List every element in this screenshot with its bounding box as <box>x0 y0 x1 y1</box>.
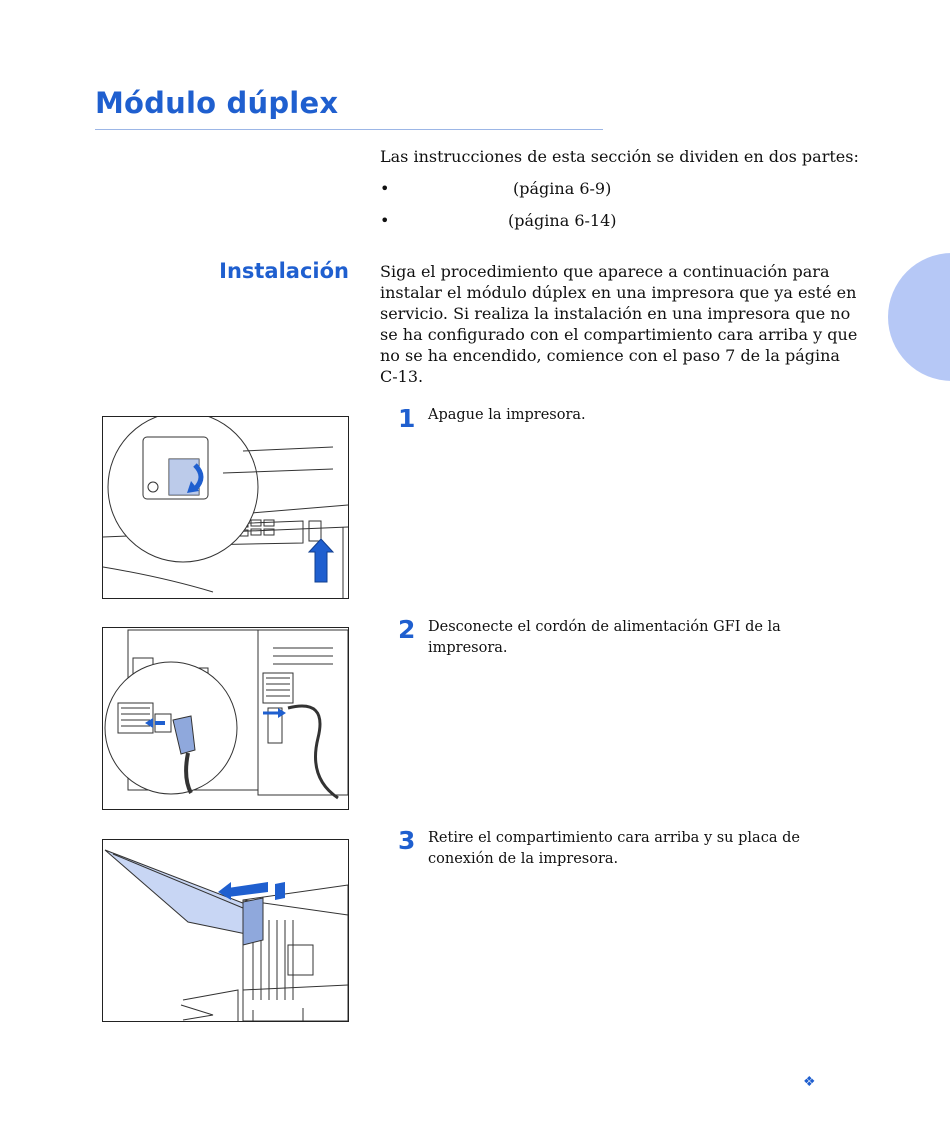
bullet-symbol: • <box>380 179 390 198</box>
step-text: Retire el compartimiento cara arriba y su placa de conexión de la impresora. <box>428 830 800 867</box>
chapter-tab <box>888 253 950 381</box>
power-cord-illustration <box>103 628 348 809</box>
figure-face-up-tray <box>102 839 349 1022</box>
footer-diamond-icon: ❖ <box>803 1074 816 1090</box>
figure-power-cord <box>102 627 349 810</box>
step-number: 2 <box>398 615 416 644</box>
step-text: Desconecte el cordón de alimentación GFI de la impresora. <box>428 619 781 656</box>
page-reference: (página 6-14) <box>508 211 617 230</box>
title-rule <box>95 129 603 130</box>
figure-power-switch <box>102 416 349 599</box>
page-reference: (página 6-9) <box>513 179 612 198</box>
face-up-tray-illustration <box>103 840 348 1021</box>
power-switch-illustration <box>103 417 348 598</box>
page-title: Módulo dúplex <box>95 86 339 120</box>
step-number: 3 <box>398 826 416 855</box>
intro-paragraph: Las instrucciones de esta sección se dividen en dos partes: <box>380 147 859 166</box>
bullet-symbol: • <box>380 211 390 230</box>
section-body: Siga el procedimiento que aparece a continuación para instalar el módulo dúplex en una impresora que ya esté en servicio. Si realiza la instalación en una impresora que no se ha configurado con el compartimiento cara arriba y que no se ha encendido, comience con el paso 7 de la página C-13. <box>380 262 858 386</box>
step-number: 1 <box>398 404 416 433</box>
step-text: Apague la impresora. <box>428 407 586 423</box>
section-heading: Instalación <box>219 259 349 283</box>
